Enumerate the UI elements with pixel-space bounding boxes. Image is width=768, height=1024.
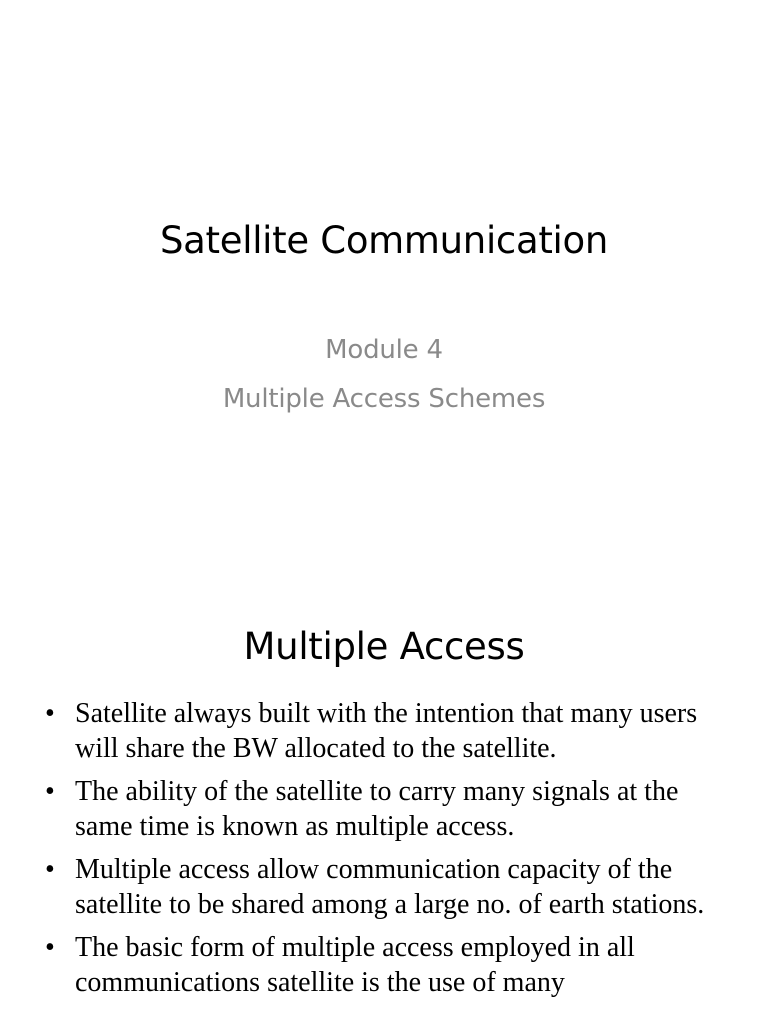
bullet-icon: • [45,854,55,885]
slide-subtitle-topic: Multiple Access Schemes [222,384,546,414]
bullet-text: The ability of the satellite to carry many signals at the same time is known as multiple access. [75,776,679,842]
slide-title: Satellite Communication [159,219,609,262]
content-slide-title: Multiple Access [243,625,525,668]
bullet-icon: • [45,932,55,963]
bullet-item [45,852,735,922]
bullet-text: Satellite always built with the intention that many users will share the BW allocated to the satellite. [75,698,698,764]
bullet-list [45,696,735,1008]
bullet-icon: • [45,776,55,807]
bullet-item [45,774,735,844]
bullet-item [45,930,735,1000]
slide-subtitle-module: Module 4 [325,335,443,365]
bullet-item [45,696,735,766]
bullet-icon: • [45,698,55,729]
bullet-text: Multiple access allow communication capacity of the satellite to be shared among a large no. of earth stations. [75,854,705,920]
bullet-text: The basic form of multiple access employed in all communications satellite is the use of many [75,932,635,998]
